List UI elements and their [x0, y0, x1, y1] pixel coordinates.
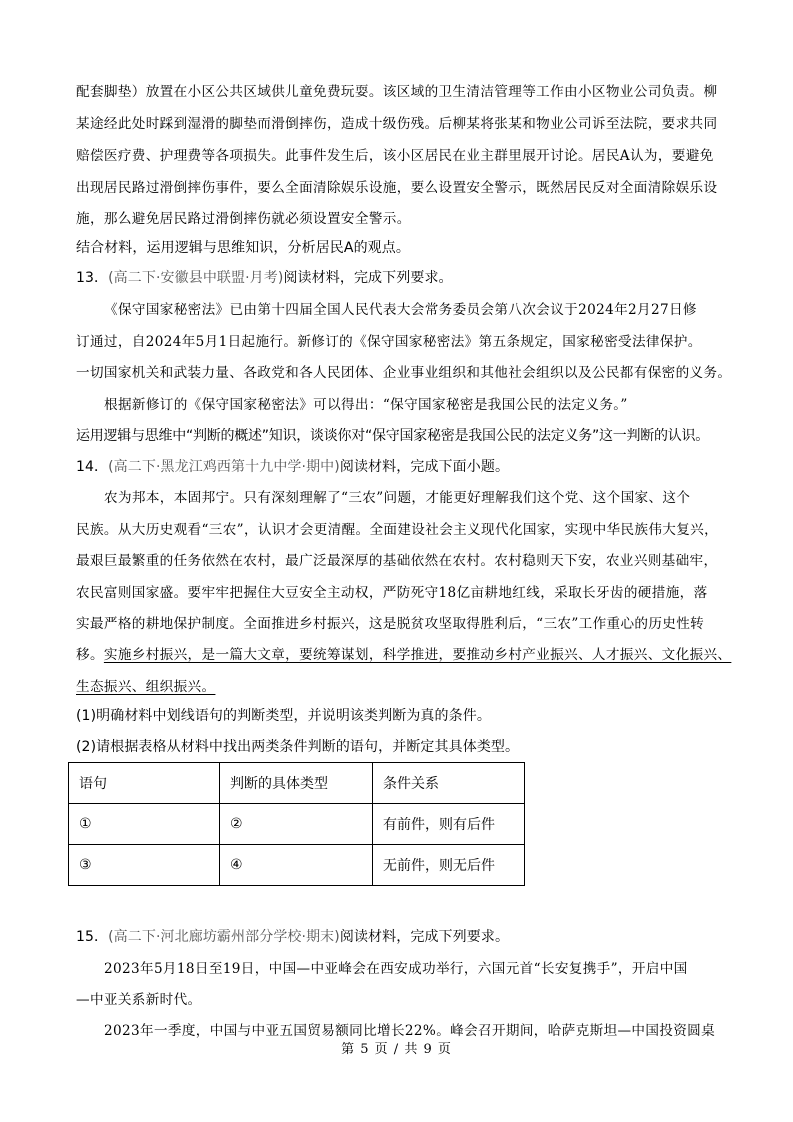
q14-number: 14．: [76, 459, 109, 475]
q15-header: [76, 927, 718, 947]
q13-material-conclusion: 根据新修订的《保守国家秘密法》可以得出：“保守国家秘密是我国公民的法定义务。”: [104, 397, 628, 413]
q14-source: (高二下·黑龙江鸡西第十九中学·期中): [108, 459, 340, 475]
table-cell: 有前件，则有后件: [373, 804, 525, 845]
q14-answer-table: [68, 762, 525, 886]
q13-material-line: 一切国家机关和武装力量、各政党和各人民团体、企业事业组织和其他社会组织以及公民都有保密的义务。: [76, 365, 732, 381]
q14-subquestion-2: (2)请根据表格从材料中找出两类条件判断的语句，并断定其具体类型。: [76, 739, 520, 755]
q14-material-line: 农为邦本，本固邦宁。只有深刻理解了“三农”问题，才能更好理解我们这个党、这个国家、这个: [104, 490, 691, 506]
q14-subquestion-1: (1)明确材料中划线语句的判断类型，并说明该类判断为真的条件。: [76, 708, 491, 724]
q12-text-line: 某途经此处时踩到湿滑的脚垫而滑倒摔伤，造成十级伤残。后柳某将张某和物业公司诉至法院，要求共同: [76, 116, 718, 132]
table-header-row: [69, 763, 525, 804]
q15-material-line: —中亚关系新时代。: [76, 992, 202, 1008]
q14-material-line: 最艰巨最繁重的任务依然在农村，最广泛最深厚的基础依然在农村。农村稳则天下安，农业兴则基础牢，: [76, 553, 718, 569]
q14-material-line: [76, 645, 732, 665]
q12-question: 结合材料，运用逻辑与思维知识，分析居民A的观点。: [76, 240, 410, 256]
q15-number: 15．: [76, 929, 109, 945]
q15-material-line: 2023年5月18日至19日，中国—中亚峰会在西安成功举行，六国元首“长安复携手”，开启中国: [104, 961, 688, 977]
table-cell: ④: [220, 845, 373, 886]
q13-question: 运用逻辑与思维中“判断的概述”知识，谈谈你对“保守国家秘密是我国公民的法定义务”这一判断的认识。: [76, 428, 710, 444]
table-header-cell: 语句: [69, 763, 220, 804]
table-cell: ②: [220, 804, 373, 845]
q13-instruction: 阅读材料，完成下列要求。: [283, 270, 453, 286]
table-header-cell: 判断的具体类型: [220, 763, 373, 804]
q14-material-line: 农民富则国家盛。要牢牢把握住大豆安全主动权，严防死守18亿亩耕地红线，采取长牙齿的硬措施，落: [76, 585, 708, 601]
table-row: [69, 845, 525, 886]
q14-line6-plain: 移。: [76, 647, 104, 663]
q14-material-line: 实最严格的耕地保护制度。全面推进乡村振兴，这是脱贫攻坚取得胜利后，“三农”工作重心的历史性转: [76, 616, 705, 632]
q14-material-line: [76, 677, 718, 697]
q15-instruction: 阅读材料，完成下列要求。: [339, 929, 510, 945]
q14-header: [76, 457, 718, 477]
q12-text-line: 赔偿医疗费、护理费等各项损失。此事件发生后，该小区居民在业主群里展开讨论。居民A认为，要避免: [76, 148, 714, 164]
q15-material-line: 2023年一季度，中国与中亚五国贸易额同比增长22%。峰会召开期间，哈萨克斯坦—中国投资圆桌: [104, 1023, 716, 1039]
table-row: [69, 804, 525, 845]
q14-material-line: 民族。从大历史观看“三农”，认识才会更清醒。全面建设社会主义现代化国家，实现中华民族伟大复兴，: [76, 522, 719, 538]
table-header-cell: 条件关系: [373, 763, 525, 804]
q14-instruction: 阅读材料，完成下面小题。: [339, 459, 510, 475]
table-cell: ①: [69, 804, 220, 845]
q12-text-line: 出现居民路过滑倒摔伤事件，要么全面清除娱乐设施，要么设置安全警示，既然居民反对全面清除娱乐设: [76, 180, 718, 196]
q13-header: [76, 268, 718, 288]
q13-material-line: 订通过，自2024年5月1日起施行。新修订的《保守国家秘密法》第五条规定，国家秘密受法律保护。: [76, 334, 702, 350]
q13-number: 13．: [76, 270, 109, 286]
q13-material-line: 《保守国家秘密法》已由第十四届全国人民代表大会常务委员会第八次会议于2024年2月27日修: [104, 302, 697, 318]
q15-source: (高二下·河北廊坊霸州部分学校·期末): [108, 929, 340, 945]
table-cell: 无前件，则无后件: [373, 845, 525, 886]
q14-underlined-sentence: 实施乡村振兴，是一篇大文章，要统筹谋划，科学推进，要推动乡村产业振兴、人才振兴、文化振兴、: [103, 647, 732, 663]
page-footer: 第 5 页 / 共 9 页: [341, 1042, 452, 1057]
q12-text-line: 配套脚垫）放置在小区公共区域供儿童免费玩耍。该区域的卫生清洁管理等工作由小区物业公司负责。柳: [76, 84, 718, 100]
q14-underlined-sentence-end: 生态振兴、组织振兴。: [76, 679, 216, 695]
table-cell: ③: [69, 845, 220, 886]
q13-source: (高二下·安徽县中联盟·月考): [108, 270, 284, 286]
q12-text-line: 施，那么避免居民路过滑倒摔伤就必须设置安全警示。: [76, 211, 411, 227]
